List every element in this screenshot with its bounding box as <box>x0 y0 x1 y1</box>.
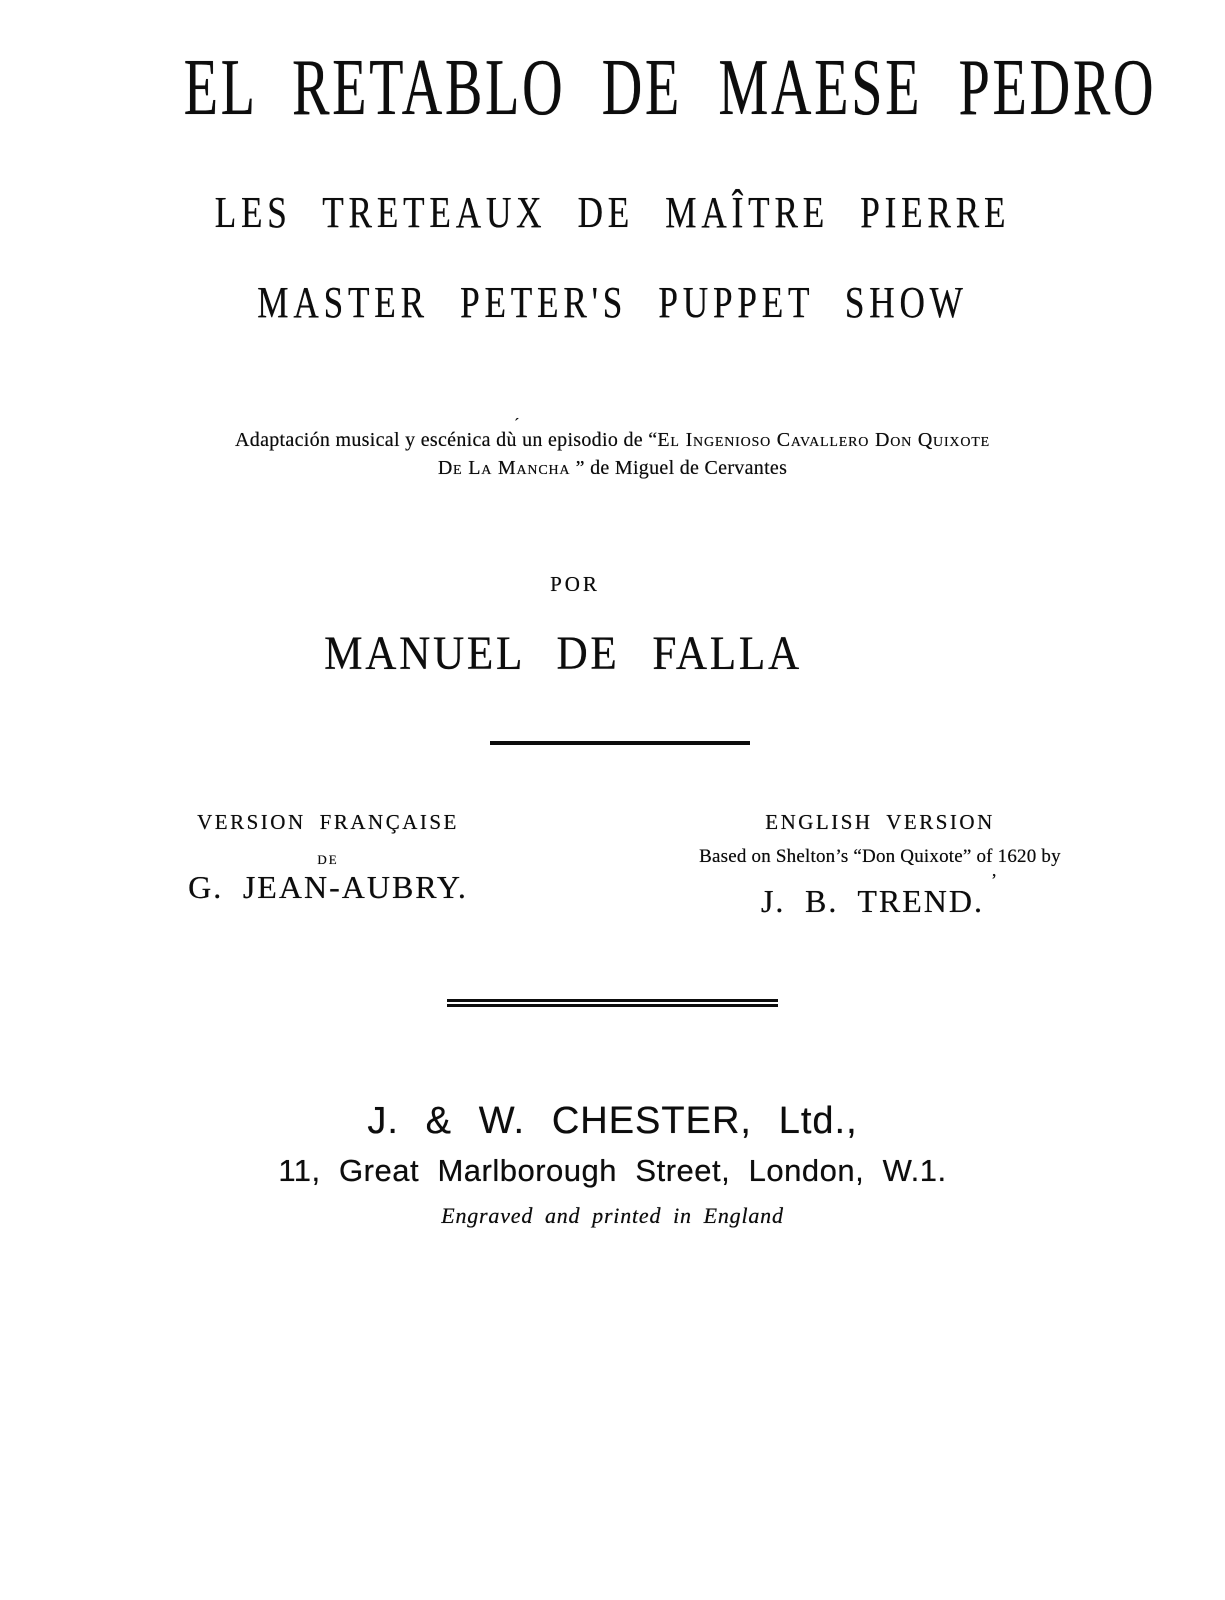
publisher-name: J. & W. CHESTER, Ltd., <box>367 1100 858 1142</box>
french-translator-name: G. JEAN-AUBRY. <box>188 869 468 905</box>
publisher-address: 11, Great Marlborough Street, London, W.1. <box>278 1153 947 1188</box>
adaptation-line-1 <box>0 416 1225 454</box>
french-version-heading: VERSION FRANÇAISE <box>197 810 459 834</box>
stray-apostrophe-mark: ’ <box>991 870 1000 890</box>
engraved-note: Engraved and printed in England <box>441 1203 784 1228</box>
english-version-credit: Based on Shelton’s “Don Quixote” of 1620 by <box>699 846 1061 867</box>
double-rule <box>447 999 778 1007</box>
source-title-smallcaps: El Ingenioso Cavallero Don Quixote <box>657 429 990 451</box>
french-version-de-label: DE <box>317 852 339 867</box>
composer-name: MANUEL DE FALLA <box>324 627 802 680</box>
subtitle-french: LES TRETEAUX DE MAÎTRE PIERRE <box>214 188 1011 237</box>
divider-rule <box>490 741 750 745</box>
subtitle-english: MASTER PETER'S PUPPET SHOW <box>257 278 968 327</box>
source-title-smallcaps-2: De La Mancha <box>437 457 571 479</box>
corrected-word <box>496 416 520 454</box>
adaptation-note <box>0 416 1225 482</box>
adaptation-text-pre: Adaptación musical y escénica <box>235 429 497 451</box>
adaptation-text-mid: un episodio de “ <box>516 429 658 451</box>
page-title: EL RETABLO DE MAESE PEDRO <box>183 44 1157 132</box>
correction-mark: ´ <box>514 416 520 433</box>
corrected-word-text: dù <box>496 429 517 451</box>
english-translator-name-text: J. B. TREND. <box>760 883 985 919</box>
english-version-heading: ENGLISH VERSION <box>765 810 995 834</box>
adaptation-text-post: ” de Miguel de Cervantes <box>570 457 788 479</box>
por-label: POR <box>550 572 600 596</box>
adaptation-line-2 <box>0 454 1225 482</box>
english-translator-name <box>630 871 1130 917</box>
